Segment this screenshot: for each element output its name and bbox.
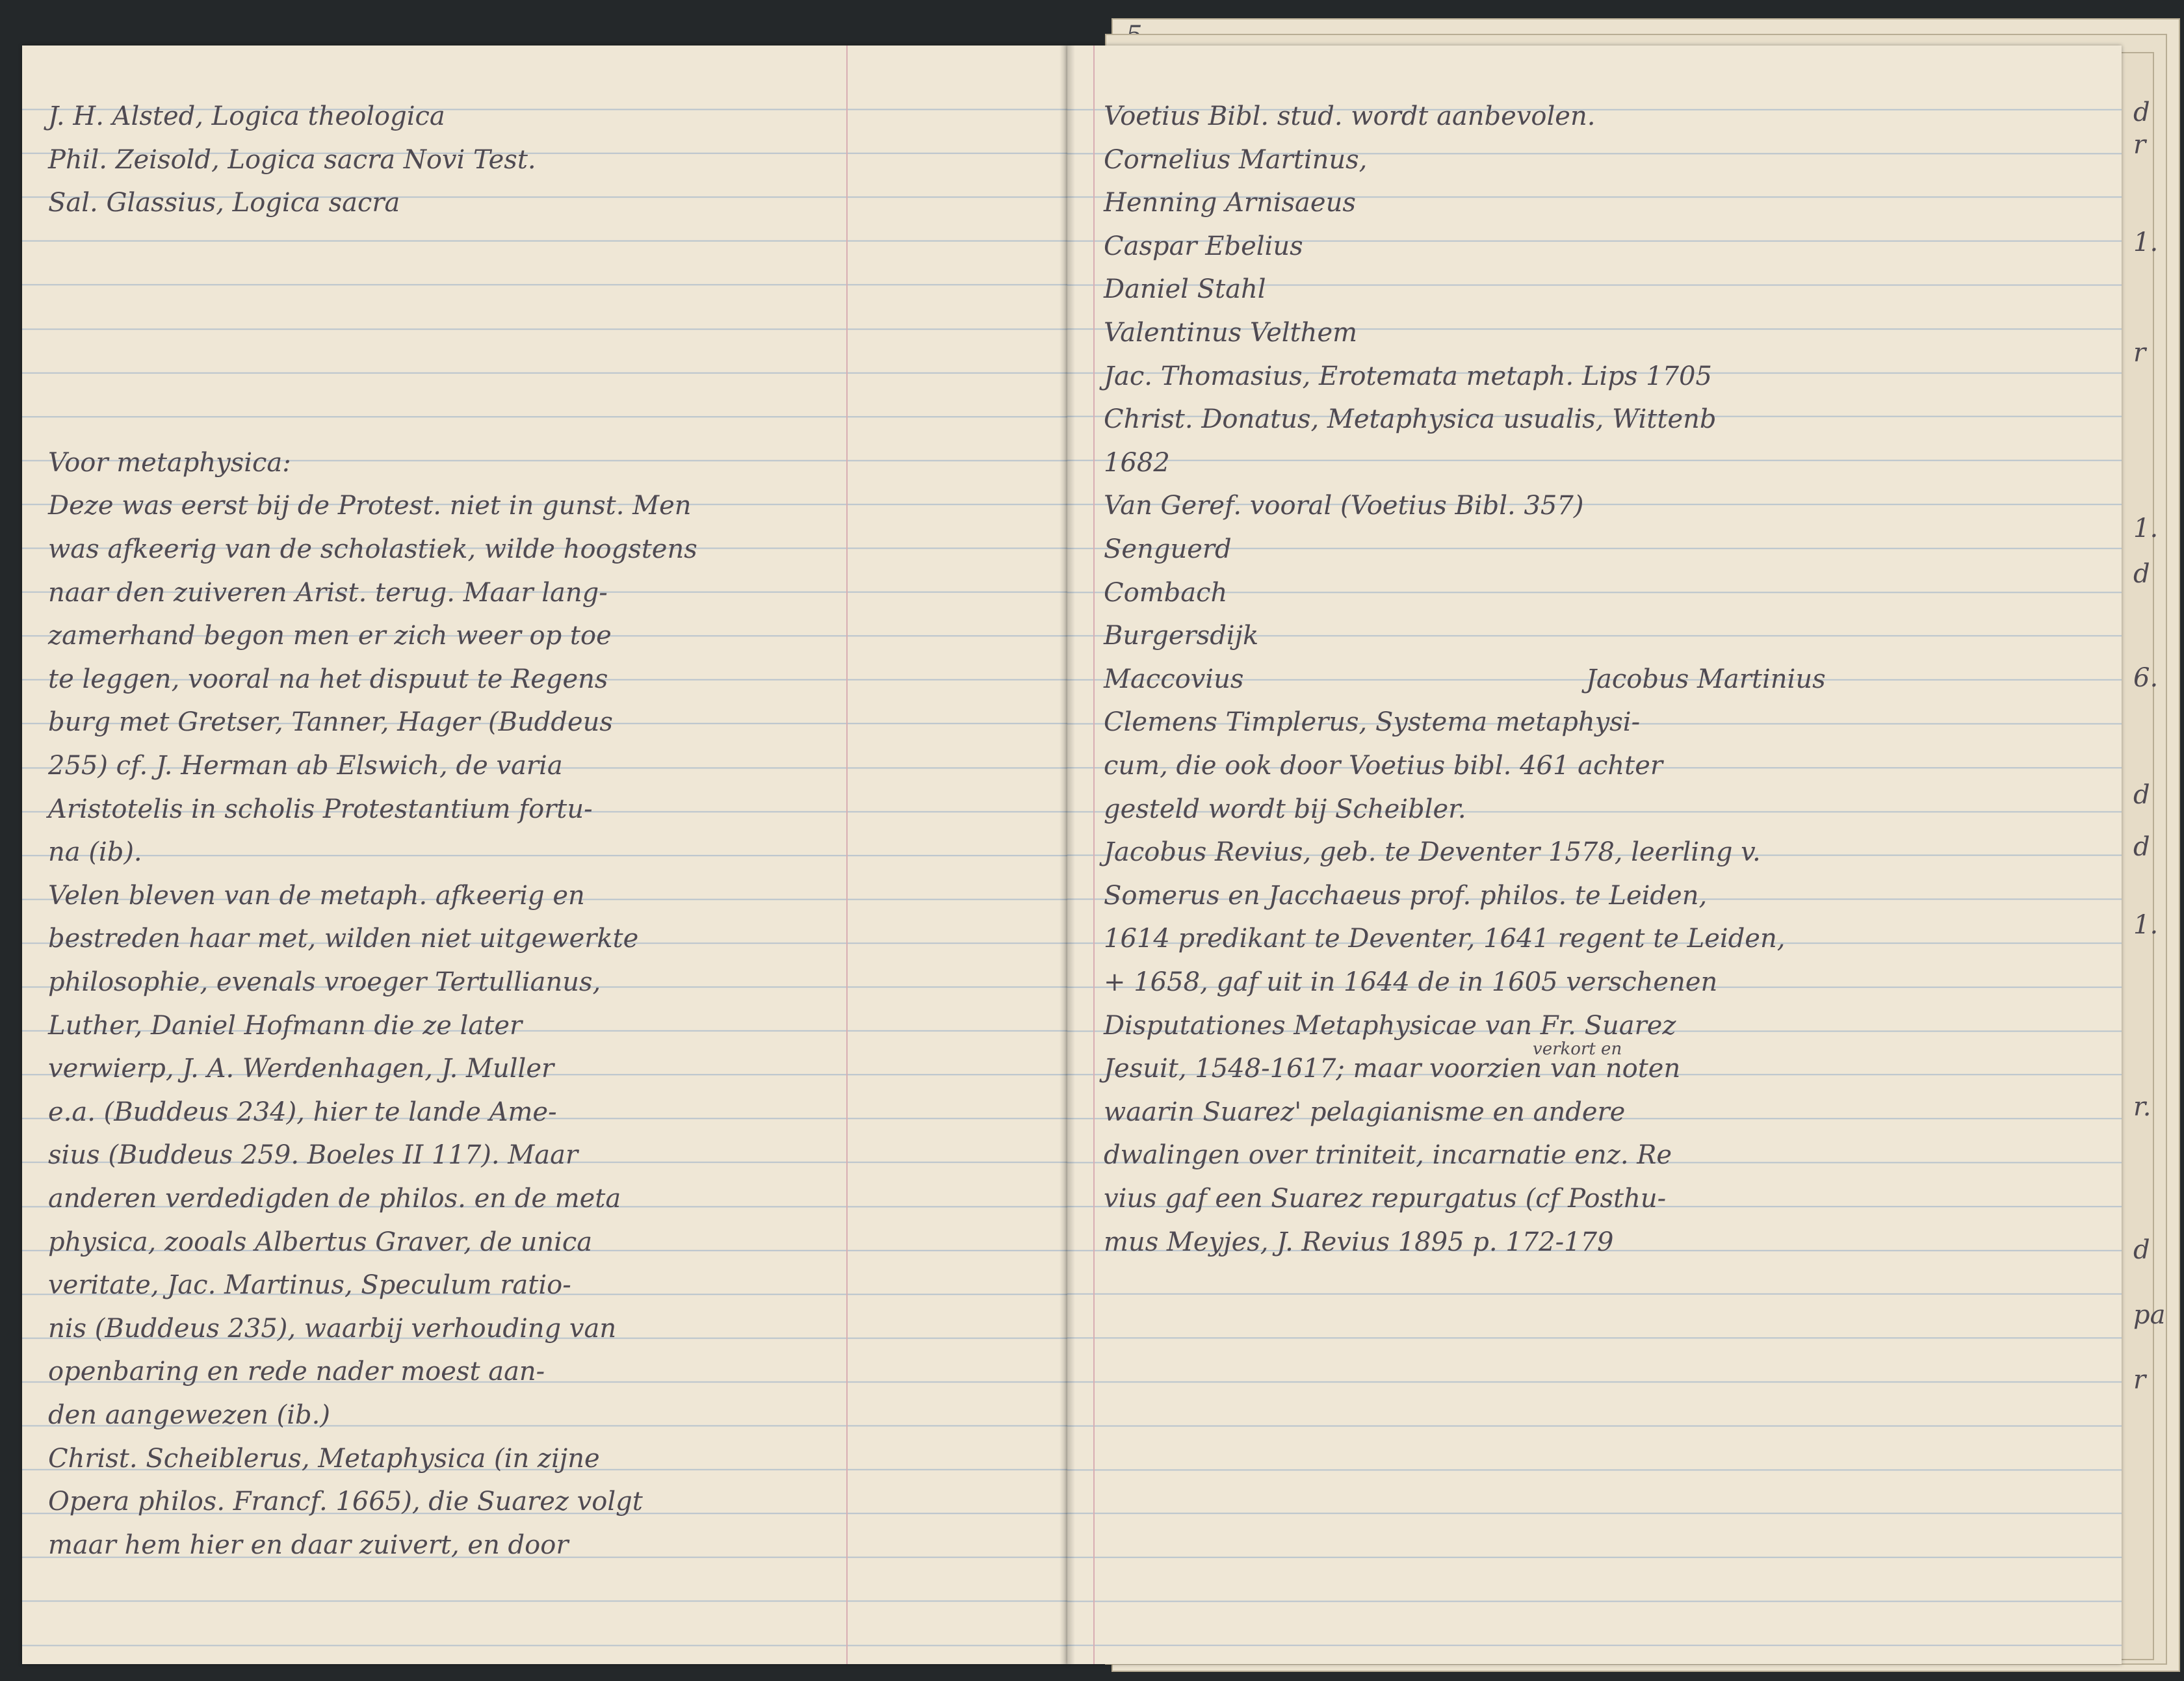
edge-mark: 1. [2133,514,2159,543]
handwritten-line: burg met Gretser, Tanner, Hager (Buddeus [48,707,613,738]
handwritten-line: J. H. Alsted, Logica theologica [48,101,445,131]
handwritten-line: Aristotelis in scholis Protestantium fortu- [48,794,593,824]
margin-line [1093,46,1095,1664]
edge-mark: r [2133,1365,2146,1395]
handwritten-line: Christ. Donatus, Metaphysica usualis, Wittenb [1104,404,1717,435]
handwritten-line: Cornelius Martinus, [1104,144,1368,175]
handwritten-line: was afkeerig van de scholastiek, wilde hoogstens [48,534,697,564]
handwritten-line: Sal. Glassius, Logica sacra [48,188,400,218]
handwritten-line: 1614 predikant te Deventer, 1641 regent te Leiden, [1104,924,1786,954]
handwritten-line: Maccovius [1104,664,1244,694]
handwritten-line: 1682 [1104,447,1170,478]
handwritten-line: + 1658, gaf uit in 1644 de in 1605 verschenen [1104,967,1718,997]
handwritten-line: te leggen, vooral na het dispuut te Regens [48,664,608,694]
handwritten-line: maar hem hier en daar zuivert, en door [48,1530,569,1560]
handwritten-line: den aangewezen (ib.) [48,1400,330,1430]
handwritten-line: dwalingen over triniteit, incarnatie enz. Re [1104,1140,1672,1171]
handwritten-line: Burgersdijk [1104,621,1259,651]
handwritten-line: Daniel Stahl [1104,274,1266,305]
handwritten-line: Somerus en Jacchaeus prof. philos. te Leiden, [1104,880,1708,911]
handwritten-line: verwierp, J. A. Werdenhagen, J. Muller [48,1054,554,1084]
handwritten-line: Senguerd [1104,534,1232,564]
edge-mark: d [2133,832,2150,862]
handwritten-line: philosophie, evenals vroeger Tertullianus, [48,967,601,997]
handwritten-line: Clemens Timplerus, Systema metaphysi- [1104,707,1641,738]
edge-mark: r. [2133,1092,2152,1122]
handwritten-line: vius gaf een Suarez repurgatus (cf Posthu- [1104,1184,1667,1214]
margin-line [846,46,848,1664]
right-page [1067,46,2122,1664]
handwritten-line: anderen verdedigden de philos. en de meta [48,1184,621,1214]
book-gutter [1060,46,1075,1664]
left-page [22,46,1067,1664]
handwritten-line: Disputationes Metaphysicae van Fr. Suarez [1104,1010,1676,1041]
handwritten-line: Voor metaphysica: [48,447,291,478]
handwritten-line: openbaring en rede nader moest aan- [48,1357,545,1387]
handwritten-line: e.a. (Buddeus 234), hier te lande Ame- [48,1097,557,1127]
handwritten-line: Christ. Scheiblerus, Metaphysica (in zijne [48,1443,600,1474]
handwritten-line: waarin Suarez' pelagianisme en andere [1104,1097,1626,1127]
handwritten-line: Valentinus Velthem [1104,318,1358,348]
edge-mark: r [2133,338,2146,368]
handwritten-line: nis (Buddeus 235), waarbij verhouding van [48,1313,617,1344]
handwritten-line: physica, zooals Albertus Graver, de unica [48,1227,593,1257]
handwritten-line: bestreden haar met, wilden niet uitgewerkte [48,924,639,954]
edge-mark: d [2133,559,2150,589]
handwritten-line: Luther, Daniel Hofmann die ze later [48,1010,523,1041]
handwritten-line: Jac. Thomasius, Erotemata metaph. Lips 1705 [1104,361,1712,391]
handwritten-line: Velen bleven van de metaph. afkeerig en [48,880,585,911]
edge-mark: d [2133,1235,2150,1265]
handwritten-line: verkort en [1533,1039,1622,1060]
edge-mark: d [2133,780,2150,810]
handwritten-line: gesteld wordt bij Scheibler. [1104,794,1466,824]
handwritten-line: naar den zuiveren Arist. terug. Maar lang- [48,577,608,608]
handwritten-line: mus Meyjes, J. Revius 1895 p. 172-179 [1104,1227,1614,1257]
edge-mark: r [2133,130,2146,160]
handwritten-line: veritate, Jac. Martinus, Speculum ratio- [48,1270,571,1301]
handwritten-line: sius (Buddeus 259. Boeles II 117). Maar [48,1140,578,1171]
handwritten-line: Henning Arnisaeus [1104,188,1356,218]
handwritten-line: Caspar Ebelius [1104,231,1303,261]
handwritten-line: Deze was eerst bij de Protest. niet in gunst. Men [48,491,692,521]
handwritten-line: Jacobus Revius, geb. te Deventer 1578, leerling v. [1104,837,1761,868]
edge-mark: d [2133,98,2150,127]
edge-mark: 6. [2133,663,2159,693]
edge-mark: 1. [2133,910,2159,940]
handwritten-line: Van Geref. vooral (Voetius Bibl. 357) [1104,491,1584,521]
handwritten-line: Jesuit, 1548-1617; maar voorzien van noten [1104,1054,1681,1084]
handwritten-line: Voetius Bibl. stud. wordt aanbevolen. [1104,101,1596,131]
handwritten-line: cum, die ook door Voetius bibl. 461 achter [1104,751,1663,781]
handwritten-line: na (ib). [48,837,142,868]
edge-mark: pa [2133,1300,2166,1330]
handwritten-line: Opera philos. Francf. 1665), die Suarez volgt [48,1487,643,1517]
handwritten-line: Jacobus Martinius [1586,664,1826,694]
handwritten-line: Phil. Zeisold, Logica sacra Novi Test. [48,144,536,175]
handwritten-line: zamerhand begon men er zich weer op toe [48,621,612,651]
handwritten-line: 255) cf. J. Herman ab Elswich, de varia [48,751,563,781]
edge-mark: 1. [2133,228,2159,257]
handwritten-line: Combach [1104,577,1228,608]
